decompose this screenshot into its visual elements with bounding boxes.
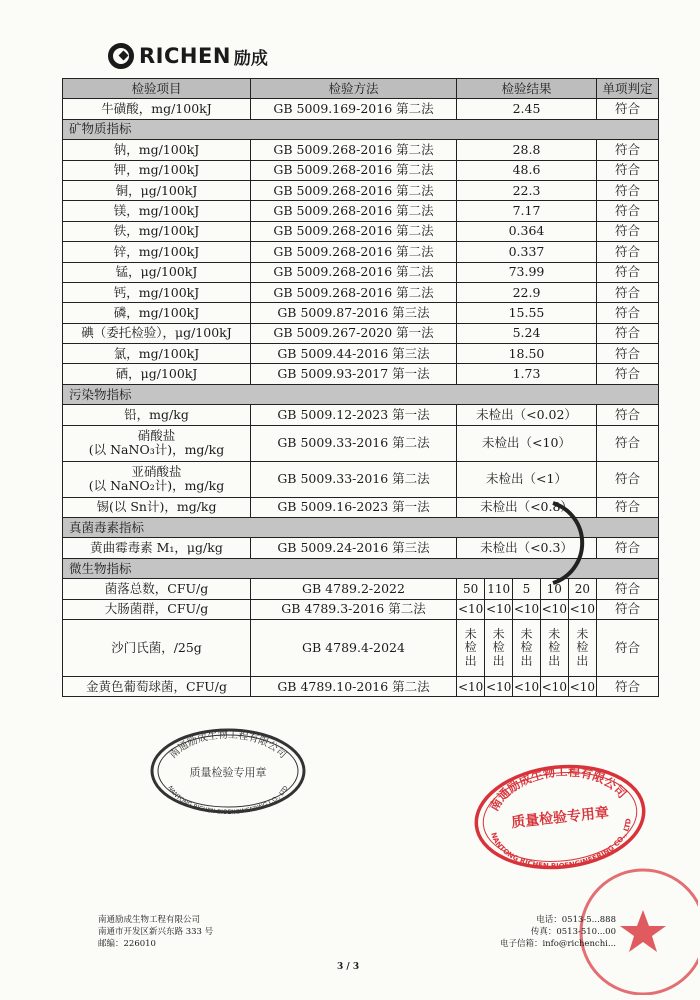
qc-seal-red — [470, 762, 650, 872]
result-cell: 22.3 — [457, 180, 597, 200]
method-cell: GB 5009.268-2016 第二法 — [251, 282, 457, 302]
sample-result: <10 — [540, 677, 568, 696]
logo-text: RICHEN — [139, 44, 231, 68]
sample-result — [540, 620, 568, 676]
table-row — [63, 425, 659, 461]
item-cell: 菌落总数，CFU/g — [63, 579, 251, 599]
verdict-cell: 符合 — [597, 160, 659, 180]
verdict-cell: 符合 — [597, 262, 659, 282]
result-cell: 0.337 — [457, 242, 597, 262]
item-line2: (以 NaNO₂计)，mg/kg — [88, 478, 225, 494]
seal-english-arc: NANTONG RICHEN BIOENGINEERING CO., LTD — [166, 784, 290, 816]
method-cell: GB 5009.33-2016 第二法 — [251, 425, 457, 461]
result-cell: 2.45 — [457, 99, 597, 119]
seal-center-text-red: 质量检验专用章 — [510, 804, 610, 832]
item-cell: 沙门氏菌，/25g — [63, 619, 251, 676]
vertical-text: 未检出 — [548, 626, 561, 668]
verdict-cell: 符合 — [597, 140, 659, 160]
company-logo — [108, 38, 268, 74]
table-row — [63, 262, 659, 282]
vertical-text: 未检出 — [576, 626, 589, 668]
method-cell: GB 5009.268-2016 第二法 — [251, 201, 457, 221]
verdict-cell: 符合 — [597, 201, 659, 221]
table-row — [63, 323, 659, 343]
sample-result: 110 — [485, 579, 513, 598]
result-cell: 0.364 — [457, 221, 597, 241]
item-cell: 金黄色葡萄球菌，CFU/g — [63, 676, 251, 696]
method-cell: GB 5009.268-2016 第二法 — [251, 242, 457, 262]
item-cell: 大肠菌群，CFU/g — [63, 599, 251, 619]
item-line1: 亚硝酸盐 — [131, 464, 182, 480]
result-cell — [457, 619, 597, 676]
seal-center-text: 质量检验专用章 — [189, 766, 267, 779]
sample-result: <10 — [485, 600, 513, 619]
sample-result: <10 — [485, 677, 513, 696]
sample-result: <10 — [457, 602, 484, 617]
footer-company: 南通励成生物工程有限公司 — [98, 915, 201, 925]
verdict-cell: 符合 — [597, 405, 659, 425]
table-row — [63, 364, 659, 384]
footer-contact-info — [496, 914, 616, 950]
vertical-text: 未检出 — [464, 626, 477, 668]
item-line1: 硝酸盐 — [137, 428, 176, 444]
result-cell — [457, 676, 597, 696]
table-row — [63, 282, 659, 302]
column-header: 检验结果 — [457, 79, 597, 99]
sample-result: 50 — [463, 581, 479, 596]
star-icon — [620, 910, 666, 952]
table-row — [63, 99, 659, 119]
item-cell: 牛磺酸，mg/100kJ — [63, 99, 251, 119]
table-row — [63, 180, 659, 200]
item-cell: 镁，mg/100kJ — [63, 201, 251, 221]
method-cell: GB 5009.12-2023 第一法 — [251, 405, 457, 425]
verdict-cell: 符合 — [597, 282, 659, 302]
result-cell: 1.73 — [457, 364, 597, 384]
sample-result — [568, 620, 596, 676]
logo-mark-icon — [108, 43, 134, 69]
column-header: 单项判定 — [597, 79, 659, 99]
footer-phone: 电话：0513-5...888 — [536, 915, 616, 925]
item-line2: (以 NaNO₃计)，mg/kg — [88, 442, 225, 458]
table-row — [63, 140, 659, 160]
table-row — [63, 405, 659, 425]
item-cell: 锰，μg/100kJ — [63, 262, 251, 282]
item-cell — [63, 461, 251, 497]
verdict-cell: 符合 — [597, 344, 659, 364]
section-row-minerals — [63, 119, 659, 139]
item-cell: 钙，mg/100kJ — [63, 282, 251, 302]
verdict-cell: 符合 — [597, 323, 659, 343]
sample-result: <10 — [540, 600, 568, 619]
verdict-cell: 符合 — [597, 242, 659, 262]
table-row — [63, 344, 659, 364]
column-header: 检验项目 — [63, 79, 251, 99]
result-cell: 28.8 — [457, 140, 597, 160]
vertical-text: 未检出 — [520, 626, 533, 668]
table-row — [63, 461, 659, 497]
sample-result: 20 — [568, 579, 596, 598]
method-cell: GB 5009.268-2016 第二法 — [251, 180, 457, 200]
sample-result: 5 — [513, 579, 541, 598]
footer-address: 南通市开发区新兴东路 333 号 — [98, 927, 214, 937]
verdict-cell: 符合 — [597, 497, 659, 517]
method-cell: GB 5009.268-2016 第二法 — [251, 140, 457, 160]
seal-english-arc-red: NANTONG RICHEN BIOENGINEERING CO., LTD — [489, 818, 633, 871]
sample-result — [485, 620, 513, 676]
result-cell: 18.50 — [457, 344, 597, 364]
footer-company-info — [98, 914, 213, 950]
section-title: 污染物指标 — [63, 384, 659, 404]
section-title: 矿物质指标 — [63, 119, 659, 139]
vertical-text: 未检出 — [492, 626, 505, 668]
verdict-cell: 符合 — [597, 599, 659, 619]
seal-name-arc: 南通励成生物工程有限公司 — [167, 729, 289, 761]
method-cell: GB 4789.3-2016 第二法 — [251, 599, 457, 619]
sample-result: 10 — [540, 579, 568, 598]
result-cell: 73.99 — [457, 262, 597, 282]
section-title: 真菌毒素指标 — [63, 518, 659, 538]
result-cell: 未检出（<10） — [457, 425, 597, 461]
sample-result: <10 — [513, 600, 541, 619]
item-cell: 钠，mg/100kJ — [63, 140, 251, 160]
item-cell: 锡(以 Sn计)，mg/kg — [63, 497, 251, 517]
verdict-cell: 符合 — [597, 619, 659, 676]
table-row — [63, 599, 659, 619]
verdict-cell: 符合 — [597, 180, 659, 200]
verdict-cell: 符合 — [597, 303, 659, 323]
result-cell: 未检出（<1） — [457, 461, 597, 497]
sample-result: <10 — [513, 677, 541, 696]
table-row — [63, 160, 659, 180]
result-cell: 7.17 — [457, 201, 597, 221]
column-header: 检验方法 — [251, 79, 457, 99]
result-cell: 5.24 — [457, 323, 597, 343]
method-cell: GB 5009.87-2016 第三法 — [251, 303, 457, 323]
result-cell — [457, 599, 597, 619]
result-cell: 未检出（<0.02） — [457, 405, 597, 425]
item-cell: 锌，mg/100kJ — [63, 242, 251, 262]
method-cell: GB 5009.44-2016 第三法 — [251, 344, 457, 364]
result-cell: 22.9 — [457, 282, 597, 302]
item-cell: 黄曲霉毒素 M₁，μg/kg — [63, 538, 251, 558]
footer-postcode: 邮编：226010 — [98, 939, 156, 949]
verdict-cell: 符合 — [597, 425, 659, 461]
method-cell: GB 5009.24-2016 第三法 — [251, 538, 457, 558]
verdict-cell: 符合 — [597, 538, 659, 558]
sample-result — [457, 620, 485, 676]
method-cell: GB 5009.268-2016 第二法 — [251, 262, 457, 282]
method-cell: GB 5009.268-2016 第二法 — [251, 160, 457, 180]
verdict-cell: 符合 — [597, 461, 659, 497]
method-cell: GB 4789.2-2022 — [251, 579, 457, 599]
result-cell: 48.6 — [457, 160, 597, 180]
table-row — [63, 201, 659, 221]
verdict-cell: 符合 — [597, 579, 659, 599]
item-cell: 铅，mg/kg — [63, 405, 251, 425]
table-row — [63, 303, 659, 323]
footer-email: 电子信箱：info@richenchi... — [499, 939, 616, 949]
result-cell: 未检出（<0.8） — [457, 497, 597, 517]
verdict-cell: 符合 — [597, 221, 659, 241]
method-cell: GB 4789.4-2024 — [251, 619, 457, 676]
item-cell — [63, 425, 251, 461]
item-cell: 磷，mg/100kJ — [63, 303, 251, 323]
verdict-cell: 符合 — [597, 364, 659, 384]
result-cell: 15.55 — [457, 303, 597, 323]
sample-result: <10 — [568, 600, 596, 619]
item-cell: 氯，mg/100kJ — [63, 344, 251, 364]
item-cell: 钾，mg/100kJ — [63, 160, 251, 180]
method-cell: GB 5009.267-2020 第一法 — [251, 323, 457, 343]
inspection-table — [62, 78, 659, 697]
method-cell: GB 5009.16-2023 第一法 — [251, 497, 457, 517]
page-number: 3 / 3 — [337, 962, 360, 972]
table-header-row — [63, 79, 659, 99]
partial-seal-arc — [548, 498, 598, 588]
result-cell: 未检出（<0.3） — [457, 538, 597, 558]
method-cell: GB 5009.33-2016 第二法 — [251, 461, 457, 497]
item-cell: 铜，μg/100kJ — [63, 180, 251, 200]
item-cell: 铁，mg/100kJ — [63, 221, 251, 241]
section-row-contaminants — [63, 384, 659, 404]
method-cell: GB 5009.93-2017 第一法 — [251, 364, 457, 384]
sample-result: <10 — [568, 677, 596, 696]
item-cell: 硒，μg/100kJ — [63, 364, 251, 384]
sample-result — [513, 620, 541, 676]
method-cell: GB 5009.169-2016 第二法 — [251, 99, 457, 119]
table-row — [63, 676, 659, 696]
sample-result: <10 — [457, 679, 484, 694]
verdict-cell: 符合 — [597, 676, 659, 696]
verdict-cell: 符合 — [597, 99, 659, 119]
section-title: 微生物指标 — [63, 558, 659, 578]
method-cell: GB 4789.10-2016 第二法 — [251, 676, 457, 696]
qc-seal-black — [148, 726, 308, 816]
table-row — [63, 242, 659, 262]
method-cell: GB 5009.268-2016 第二法 — [251, 221, 457, 241]
footer-fax: 传真：0513-510...00 — [530, 927, 616, 937]
seal-name-arc-red: 南通励成生物工程有限公司 — [486, 764, 630, 814]
item-cell: 碘（委托检验），μg/100kJ — [63, 323, 251, 343]
table-row — [63, 619, 659, 676]
logo-text-cn: 励成 — [233, 48, 268, 69]
table-row — [63, 221, 659, 241]
